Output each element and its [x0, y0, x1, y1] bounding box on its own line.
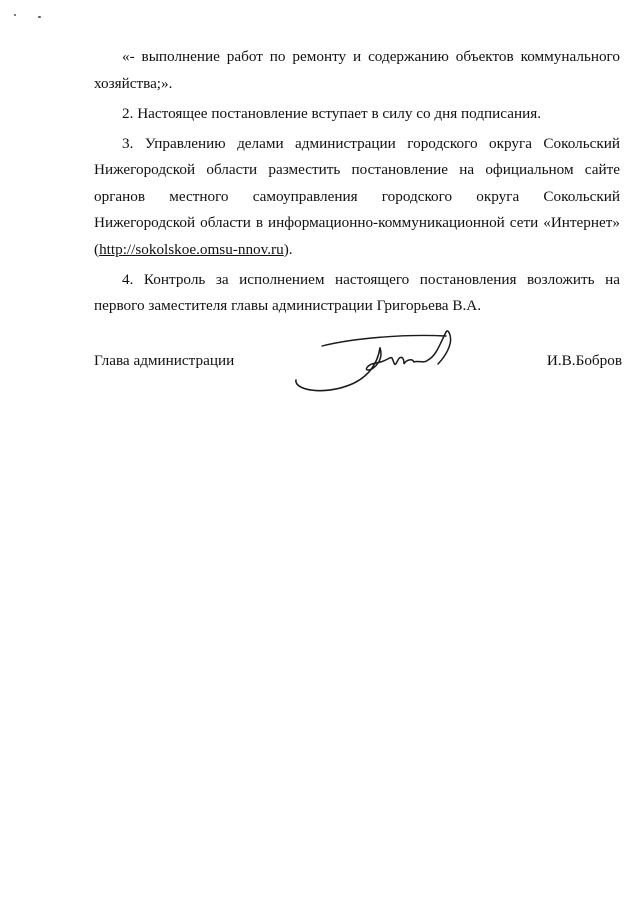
paragraph-1: «- выполнение работ по ремонту и содержанию объектов коммунального хозяйства;». — [94, 48, 620, 92]
paragraph-3 — [94, 131, 620, 264]
paragraph-3-end: ). — [283, 240, 293, 258]
scan-speck — [14, 14, 16, 16]
document-body — [94, 44, 620, 323]
paragraph-2: 2. Настоящее постановление вступает в силу со дня подписания. — [122, 104, 541, 122]
website-link[interactable]: http://sokolskoe.omsu-nnov.ru — [99, 240, 284, 258]
signature-title: Глава администрации — [94, 352, 235, 369]
paragraph-3-text: 3. Управлению делами администрации городского округа Сокольский Нижегородской области разместить постановление на официальном сайте органов местного самоуправления городского округа Сокольский Нижегородской области в информационно-коммуникационной сети «Интернет» ( — [94, 134, 620, 258]
signature-block — [94, 330, 622, 400]
handwritten-signature — [294, 330, 464, 398]
scan-speck — [38, 16, 41, 18]
paragraph-4: 4. Контроль за исполнением настоящего постановления возложить на первого заместителя главы администрации Григорьева В.А. — [94, 270, 620, 315]
signatory-name: И.В.Бобров — [546, 352, 622, 369]
